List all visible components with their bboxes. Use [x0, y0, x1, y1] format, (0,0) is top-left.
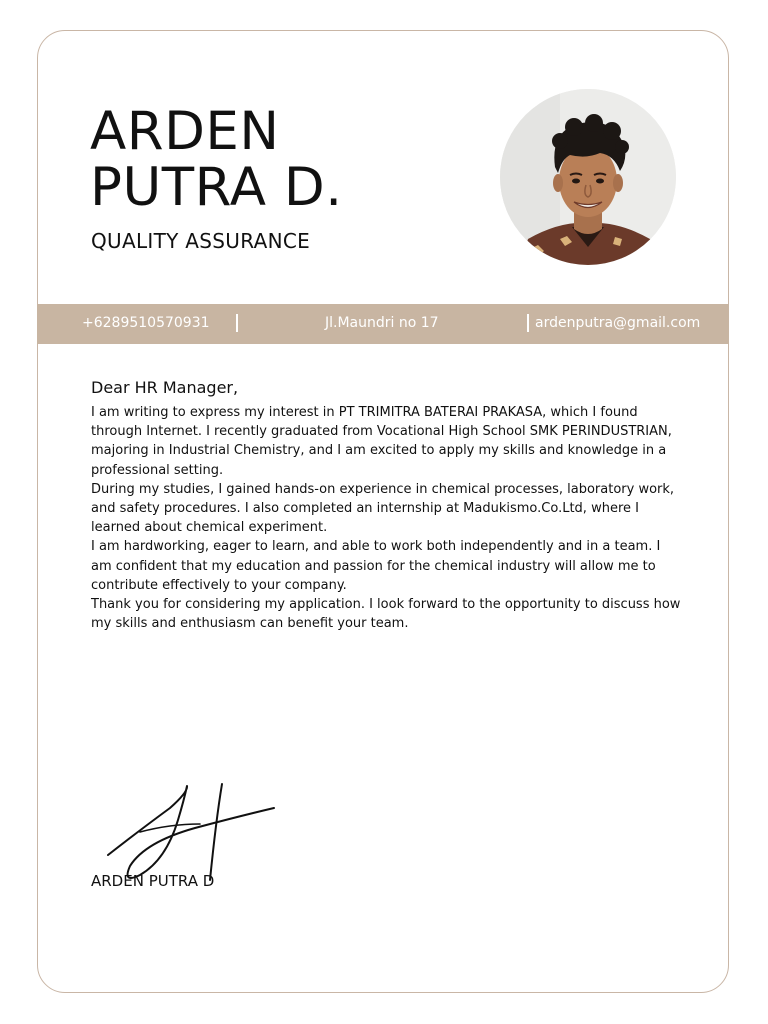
- phone-number: +6289510570931: [82, 315, 210, 331]
- applicant-name: [90, 101, 343, 218]
- job-title: QUALITY ASSURANCE: [91, 229, 311, 253]
- letter-paragraph: I am writing to express my interest in PT TRIMITRA BATERAI PRAKASA, which I found through Internet. I recently graduated from Vocational High School SMK PERINDUSTRIAN, majoring in Industrial Chemistry, and I am excited to apply my skills and knowledge in a professional setting.: [91, 405, 672, 478]
- contact-divider: [236, 314, 238, 332]
- profile-photo: [500, 89, 676, 265]
- address: Jl.Maundri no 17: [325, 315, 439, 331]
- signatory-name: ARDEN PUTRA D: [91, 872, 215, 890]
- letter-paragraph: Thank you for considering my application. I look forward to the opportunity to discuss how my skills and enthusiasm can benefit your team.: [91, 597, 681, 632]
- contact-bar: [37, 304, 729, 344]
- email-address: ardenputra@gmail.com: [535, 315, 701, 331]
- letter-paragraph: During my studies, I gained hands-on experience in chemical processes, laboratory work, and safety procedures. I also completed an internship at Madukismo.Co.Ltd, where I learned about chemical experiment.: [91, 481, 675, 536]
- letter-paragraph: I am hardworking, eager to learn, and able to work both independently and in a team. I am confident that my education and passion for the chemical industry will allow me to contribute effectively to your company.: [91, 539, 661, 593]
- contact-divider: [527, 314, 529, 332]
- letter-greeting: Dear HR Manager,: [91, 378, 239, 397]
- letter-body: [91, 403, 681, 633]
- name-line-1: ARDEN: [90, 101, 280, 162]
- name-line-2: PUTRA D.: [90, 157, 343, 218]
